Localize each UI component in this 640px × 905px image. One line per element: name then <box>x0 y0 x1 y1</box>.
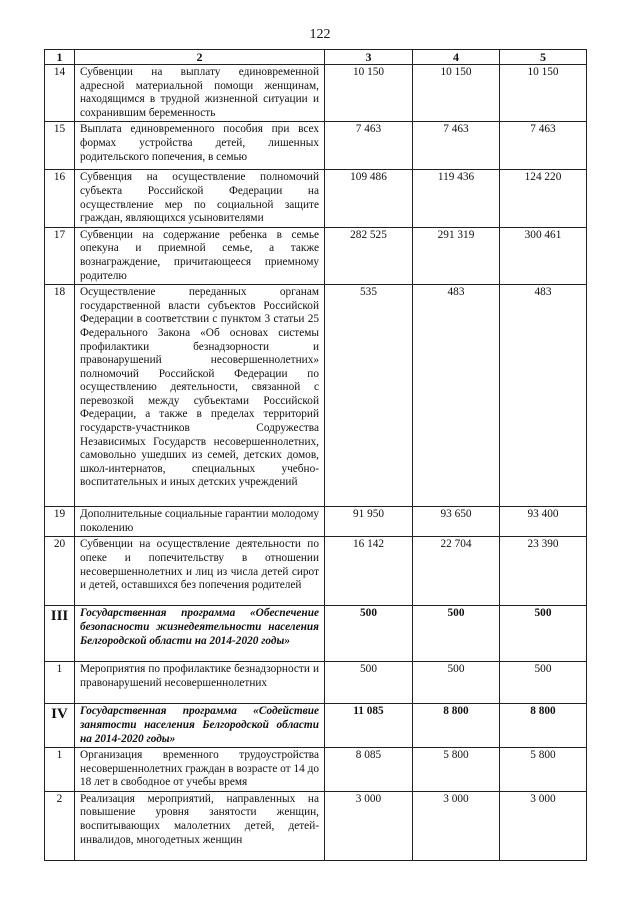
row-value-col-3: 500 <box>325 606 413 662</box>
row-description: Субвенция на осуществление полномочий субъекта Российской Федерации на осуществление мер по социальной защите граждан, являющихся усыновителями <box>75 170 325 227</box>
row-value-col-5: 93 400 <box>500 507 587 537</box>
row-value-col-5: 300 461 <box>500 227 587 284</box>
table-row <box>45 662 587 704</box>
row-value-col-5: 483 <box>500 285 587 507</box>
row-value-col-4: 10 150 <box>413 65 500 122</box>
row-value-col-4: 7 463 <box>413 122 500 170</box>
row-index: 1 <box>45 748 75 792</box>
row-index: 17 <box>45 227 75 284</box>
row-description: Субвенции на содержание ребенка в семье опекуна и приемной семье, а также вознаграждение, причитающееся приемному родителю <box>75 227 325 284</box>
row-value-col-5: 3 000 <box>500 791 587 860</box>
table-row <box>45 65 587 122</box>
row-value-col-3: 282 525 <box>325 227 413 284</box>
row-value-col-4: 483 <box>413 285 500 507</box>
row-value-col-3: 91 950 <box>325 507 413 537</box>
row-value-col-5: 8 800 <box>500 704 587 748</box>
row-value-col-5: 500 <box>500 606 587 662</box>
row-value-col-5: 500 <box>500 662 587 704</box>
row-value-col-4: 5 800 <box>413 748 500 792</box>
row-description: Субвенции на осуществление деятельности по опеке и попечительству в отношении несовершеннолетних и лиц из числа детей сирот и детей, оставшихся без попечения родителей <box>75 537 325 606</box>
table-row <box>45 507 587 537</box>
row-value-col-3: 16 142 <box>325 537 413 606</box>
header-col-1: 1 <box>45 50 75 65</box>
row-index: 2 <box>45 791 75 860</box>
row-index: III <box>45 606 75 662</box>
header-col-2: 2 <box>75 50 325 65</box>
header-col-3: 3 <box>325 50 413 65</box>
row-description: Государственная программа «Содействие занятости населения Белгородской области на 2014-2020 годы» <box>75 704 325 748</box>
row-index: 14 <box>45 65 75 122</box>
row-value-col-4: 3 000 <box>413 791 500 860</box>
row-index: 20 <box>45 537 75 606</box>
table-row-program <box>45 704 587 748</box>
row-description: Дополнительные социальные гарантии молодому поколению <box>75 507 325 537</box>
row-value-col-4: 500 <box>413 662 500 704</box>
row-value-col-5: 7 463 <box>500 122 587 170</box>
row-value-col-3: 7 463 <box>325 122 413 170</box>
row-description: Организация временного трудоустройства несовершеннолетних граждан в возрасте от 14 до 18 лет в свободное от учебы время <box>75 748 325 792</box>
row-index: 19 <box>45 507 75 537</box>
row-value-col-3: 535 <box>325 285 413 507</box>
row-index: 18 <box>45 285 75 507</box>
row-index: 15 <box>45 122 75 170</box>
table-row <box>45 791 587 860</box>
row-value-col-4: 291 319 <box>413 227 500 284</box>
row-description: Осуществление переданных органам государственной власти субъектов Российской Федерации в соответствии с пунктом 3 статьи 25 Федерального Закона «Об основах системы профилактики безнадзорности и правонарушений несовершеннолетних» полномочий Российской Федерации по осуществлению деятельности, связанной с перевозкой между субъектами Российской Федерации, а также в пределах территорий государств-участников Содружества Независимых Государств несовершеннолетних, самовольно ушедших из семей, детских домов, школ-интернатов, специальных учебно-воспитательных и иных детских учреждений <box>75 285 325 507</box>
row-description: Государственная программа «Обеспечение безопасности жизнедеятельности населения Белгородской области на 2014-2020 годы» <box>75 606 325 662</box>
row-value-col-4: 500 <box>413 606 500 662</box>
page-number: 122 <box>309 27 331 42</box>
budget-table <box>44 49 587 861</box>
row-value-col-4: 93 650 <box>413 507 500 537</box>
row-value-col-3: 11 085 <box>325 704 413 748</box>
table-row-program <box>45 606 587 662</box>
row-value-col-5: 5 800 <box>500 748 587 792</box>
row-value-col-5: 10 150 <box>500 65 587 122</box>
table-header-row <box>45 50 587 65</box>
header-col-5: 5 <box>500 50 587 65</box>
table-row <box>45 537 587 606</box>
row-description: Выплата единовременного пособия при всех формах устройства детей, лишенных родительского попечения, в семью <box>75 122 325 170</box>
row-value-col-5: 124 220 <box>500 170 587 227</box>
header-col-4: 4 <box>413 50 500 65</box>
row-value-col-3: 500 <box>325 662 413 704</box>
row-value-col-3: 8 085 <box>325 748 413 792</box>
row-value-col-5: 23 390 <box>500 537 587 606</box>
row-description: Реализация мероприятий, направленных на повышение уровня занятости женщин, воспитывающих малолетних детей, детей-инвалидов, многодетных женщин <box>75 791 325 860</box>
row-description: Мероприятия по профилактике безнадзорности и правонарушений несовершеннолетних <box>75 662 325 704</box>
row-value-col-4: 119 436 <box>413 170 500 227</box>
row-index: 1 <box>45 662 75 704</box>
table-row <box>45 285 587 507</box>
row-value-col-3: 10 150 <box>325 65 413 122</box>
row-description: Субвенции на выплату единовременной адресной материальной помощи женщинам, находящимся в трудной жизненной ситуации и сохранившим беременность <box>75 65 325 122</box>
row-value-col-4: 8 800 <box>413 704 500 748</box>
table-row <box>45 227 587 284</box>
table-row <box>45 122 587 170</box>
row-index: 16 <box>45 170 75 227</box>
row-value-col-3: 109 486 <box>325 170 413 227</box>
table-row <box>45 748 587 792</box>
row-index: IV <box>45 704 75 748</box>
row-value-col-3: 3 000 <box>325 791 413 860</box>
table-row <box>45 170 587 227</box>
row-value-col-4: 22 704 <box>413 537 500 606</box>
